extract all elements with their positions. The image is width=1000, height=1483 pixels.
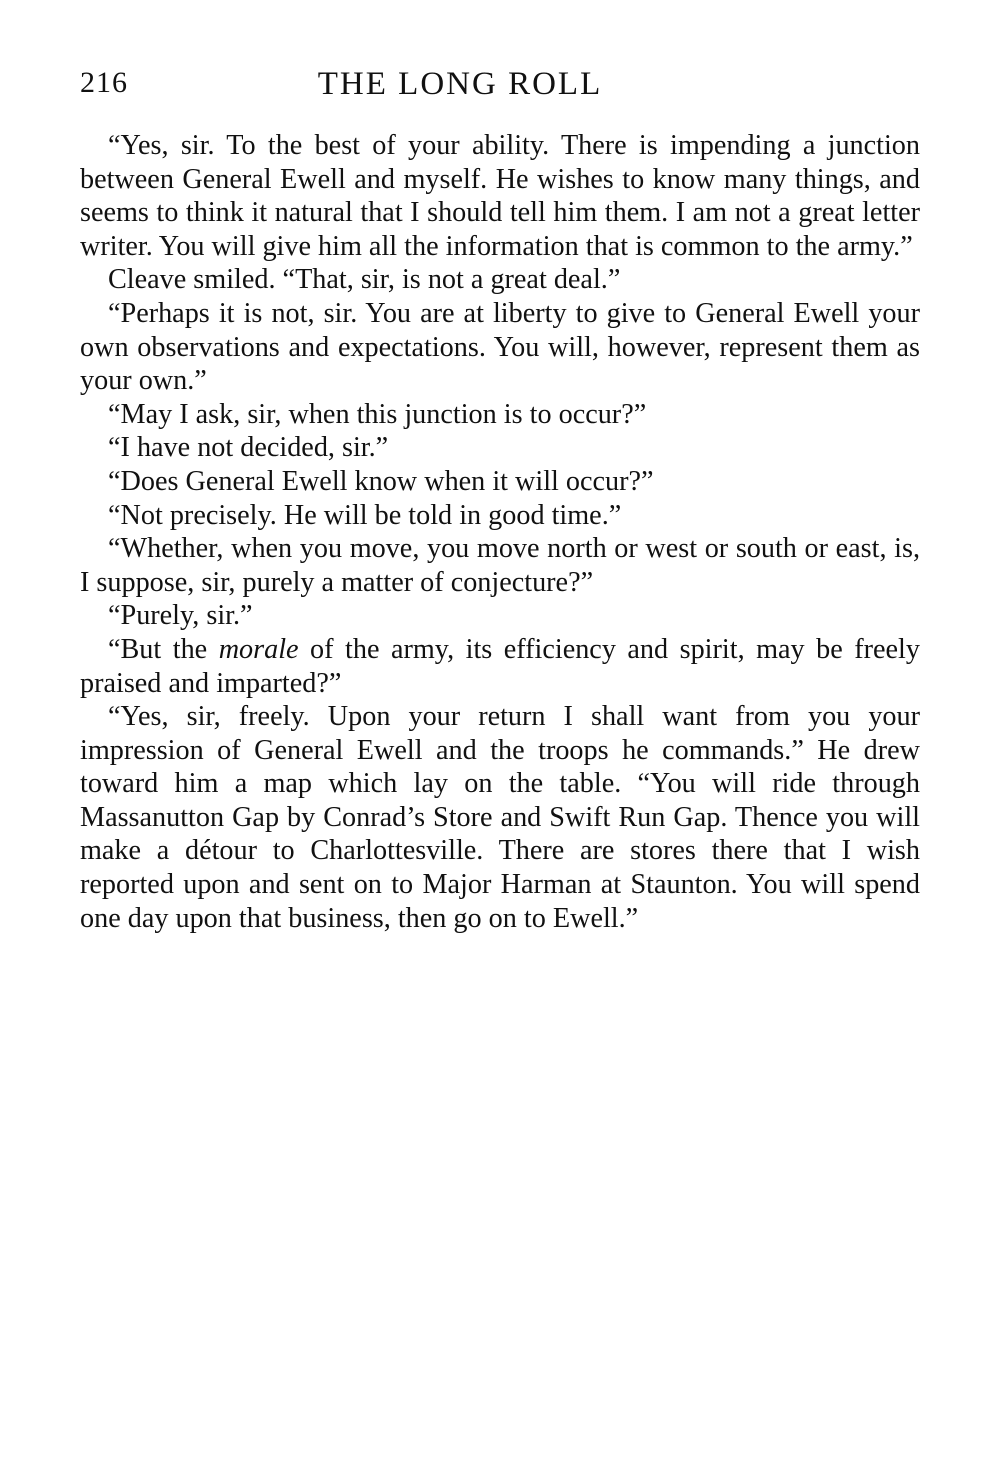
paragraph: “I have not decided, sir.” bbox=[108, 432, 389, 464]
page-number: 216 bbox=[80, 66, 128, 99]
paragraph-morale bbox=[80, 633, 920, 700]
paragraph: “Yes, sir. To the best of your ability. There is impending a junction between General Ewell and myself. He wishes to know many things, and seems to think it natural that I should tell him them. I am not a great letter writer. You will give him all the information that is common to the army.” bbox=[80, 130, 920, 262]
paragraph: “May I ask, sir, when this junction is to occur?” bbox=[108, 398, 647, 430]
paragraph: “Perhaps it is not, sir. You are at liberty to give to General Ewell your own observations and expectations. You will, however, represent them as your own.” bbox=[80, 297, 920, 397]
running-head bbox=[80, 66, 920, 106]
book-title: THE LONG ROLL bbox=[317, 66, 603, 102]
paragraph-text-after: of the army, its efficiency and spirit, may be freely praised and imparted?” bbox=[80, 633, 920, 699]
paragraph: Cleave smiled. “That, sir, is not a great deal.” bbox=[108, 264, 621, 296]
emphasized-word: morale bbox=[218, 633, 299, 665]
paragraph-text-before: “But the bbox=[108, 633, 219, 665]
paragraph: “Not precisely. He will be told in good time.” bbox=[108, 499, 622, 531]
paragraph: “Whether, when you move, you move north or west or south or east, is, I suppose, sir, purely a matter of conjecture?” bbox=[80, 533, 920, 598]
paragraph: “Purely, sir.” bbox=[108, 600, 253, 632]
body-text bbox=[80, 129, 920, 935]
paragraph: “Does General Ewell know when it will occur?” bbox=[108, 465, 654, 497]
paragraph: “Yes, sir, freely. Upon your return I shall want from you your impression of General Ewell and the troops he commands.” He drew toward him a map which lay on the table. “You will ride through Massanutton Gap by Conrad’s Store and Swift Run Gap. Thence you will make a détour to Charlottesville. There are stores there that I wish reported upon and sent on to Major Harman at Staunton. You will spend one day upon that business, then go on to Ewell.” bbox=[80, 701, 920, 934]
